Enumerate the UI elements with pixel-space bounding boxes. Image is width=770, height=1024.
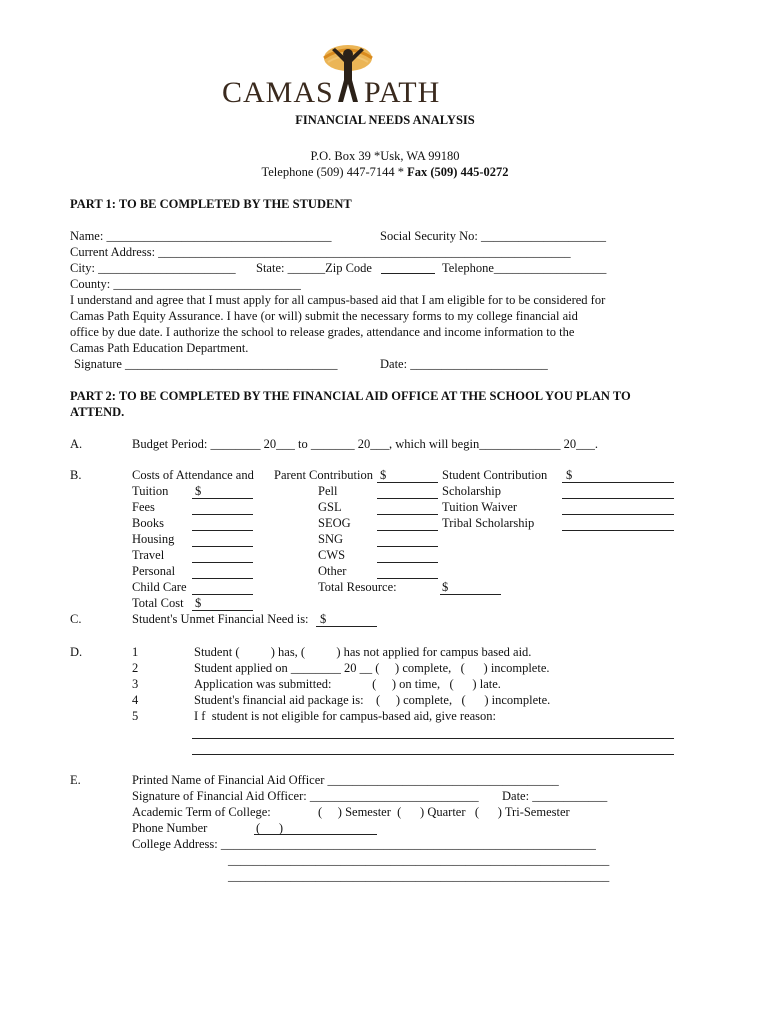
section-c-label: C. (70, 612, 82, 626)
section-e-label: E. (70, 773, 81, 787)
form-title: FINANCIAL NEEDS ANALYSIS (295, 113, 475, 127)
d-item-submitted[interactable]: Application was submitted: ( ) on time, ( ) late. (194, 677, 501, 691)
d-number-3: 3 (132, 677, 139, 691)
cost-housing-label: Housing (132, 532, 175, 546)
tribal-scholarship-input-line[interactable] (562, 530, 674, 531)
parent-contribution-title: Parent Contribution (274, 468, 373, 482)
phone-number-label: Phone Number (132, 821, 208, 835)
tuition-dollar: $ (195, 484, 202, 498)
d-number-1: 1 (132, 645, 139, 659)
agreement-line-1: I understand and agree that I must apply for all campus-based aid that I am eligible for to be considered for (70, 293, 606, 307)
phone-area-code[interactable]: ( ) (256, 821, 284, 835)
tuition-waiver-input-line[interactable] (562, 514, 674, 515)
sng-input-line[interactable] (377, 546, 438, 547)
camas-path-logo (222, 40, 472, 112)
total-cost-dollar: $ (195, 596, 202, 610)
part1-heading: PART 1: TO BE COMPLETED BY THE STUDENT (70, 197, 352, 211)
cost-fees-label: Fees (132, 500, 155, 514)
student-tribal-scholarship-label: Tribal Scholarship (442, 516, 535, 530)
unmet-need-dollar: $ (320, 612, 327, 626)
gsl-input-line[interactable] (377, 514, 438, 515)
zip-code-line[interactable] (381, 273, 435, 274)
student-contribution-title: Student Contribution (442, 468, 548, 482)
cost-travel-label: Travel (132, 548, 165, 562)
section-b-label: B. (70, 468, 82, 482)
d-item-applied-date[interactable]: Student applied on ________ 20 __ ( ) complete, ( ) incomplete. (194, 661, 550, 675)
contact-line (0, 166, 770, 179)
childcare-input-line[interactable] (192, 594, 253, 595)
name-field[interactable]: Name: ____________________________________ (70, 229, 332, 243)
costs-title: Costs of Attendance and (132, 468, 254, 482)
student-tuition-waiver-label: Tuition Waiver (442, 500, 518, 514)
section-a-label: A. (70, 437, 83, 451)
logo-text-right: PATH (364, 76, 441, 109)
county-field[interactable]: County: ______________________________ (70, 277, 301, 291)
agreement-line-4: Camas Path Education Department. (70, 341, 249, 355)
academic-term-label: Academic Term of College: (132, 805, 271, 819)
pell-input-line[interactable] (377, 498, 438, 499)
seog-input-line[interactable] (377, 530, 438, 531)
parent-seog-label: SEOG (318, 516, 351, 530)
academic-term-options[interactable]: ( ) Semester ( ) Quarter ( ) Tri-Semester (318, 805, 570, 819)
state-zip-field[interactable]: State: ______Zip Code (256, 261, 372, 275)
reason-input-line-2[interactable] (192, 754, 674, 755)
date-field[interactable]: Date: ______________________ (380, 357, 548, 371)
current-address-field[interactable]: Current Address: __________________________________________________________________ (70, 245, 571, 259)
telephone-field[interactable]: Telephone__________________ (442, 261, 607, 275)
d-item-package[interactable]: Student's financial aid package is: ( ) complete, ( ) incomplete. (194, 693, 551, 707)
cost-personal-label: Personal (132, 564, 176, 578)
agreement-line-2: Camas Path Equity Assurance. I have (or will) submit the necessary forms to my college financial aid (70, 309, 578, 323)
phone-input-line[interactable] (254, 834, 377, 835)
signature-field[interactable]: Signature __________________________________ (74, 357, 338, 371)
total-resource-input-line[interactable] (440, 594, 501, 595)
officer-date-field[interactable]: Date: ____________ (502, 789, 608, 803)
city-field[interactable]: City: ______________________ (70, 261, 236, 275)
reason-input-line-1[interactable] (192, 738, 674, 739)
ssn-field[interactable]: Social Security No: ____________________ (380, 229, 607, 243)
total-cost-input-line[interactable] (192, 610, 253, 611)
cws-input-line[interactable] (377, 562, 438, 563)
college-address-field[interactable]: College Address: ____________________________________________________________ (132, 837, 596, 851)
parent-pell-label: Pell (318, 484, 338, 498)
student-contribution-line[interactable] (562, 482, 674, 483)
budget-period-field[interactable]: Budget Period: ________ 20___ to _______ 20___, which will begin_____________ 20___. (132, 437, 598, 451)
student-dollar: $ (566, 468, 573, 482)
part2-heading-line-2: ATTEND. (70, 405, 125, 419)
college-address-line-3[interactable]: _____________________________________________________________ (228, 869, 610, 883)
officer-name-field[interactable]: Printed Name of Financial Aid Officer _____________________________________ (132, 773, 559, 787)
d-number-2: 2 (132, 661, 139, 675)
logo-text-left: CAMAS (222, 76, 334, 109)
fax-text: Fax (509) 445-0272 (407, 165, 509, 179)
officer-signature-field[interactable]: Signature of Financial Aid Officer: ___________________________ (132, 789, 479, 803)
d-item-applied-status[interactable]: Student ( ) has, ( ) has not applied for campus based aid. (194, 645, 532, 659)
cost-tuition-label: Tuition (132, 484, 169, 498)
fees-input-line[interactable] (192, 514, 253, 515)
part2-heading-line-1: PART 2: TO BE COMPLETED BY THE FINANCIAL AID OFFICE AT THE SCHOOL YOU PLAN TO (70, 389, 631, 403)
books-input-line[interactable] (192, 530, 253, 531)
student-scholarship-label: Scholarship (442, 484, 502, 498)
d-number-4: 4 (132, 693, 139, 707)
unmet-need-input-line[interactable] (316, 626, 377, 627)
unmet-need-label: Student's Unmet Financial Need is: (132, 612, 309, 626)
d-item-reason: I f student is not eligible for campus-based aid, give reason: (194, 709, 497, 723)
other-input-line[interactable] (377, 578, 438, 579)
total-resource-dollar: $ (442, 580, 449, 594)
college-address-line-2[interactable]: _____________________________________________________________ (228, 853, 610, 867)
cost-childcare-label: Child Care (132, 580, 187, 594)
parent-gsl-label: GSL (318, 500, 342, 514)
mailing-address: P.O. Box 39 *Usk, WA 99180 (310, 149, 460, 163)
total-resource-label: Total Resource: (318, 580, 397, 594)
telephone-text: Telephone (509) 447-7144 * (261, 165, 408, 179)
cost-total-label: Total Cost (132, 596, 184, 610)
parent-cws-label: CWS (318, 548, 346, 562)
section-d-label: D. (70, 645, 83, 659)
tuition-input-line[interactable] (192, 498, 253, 499)
travel-input-line[interactable] (192, 562, 253, 563)
parent-sng-label: SNG (318, 532, 344, 546)
personal-input-line[interactable] (192, 578, 253, 579)
d-number-5: 5 (132, 709, 139, 723)
scholarship-input-line[interactable] (562, 498, 674, 499)
cost-books-label: Books (132, 516, 164, 530)
parent-other-label: Other (318, 564, 347, 578)
parent-contribution-line[interactable] (377, 482, 438, 483)
agreement-line-3: office by due date. I authorize the school to release grades, attendance and income information to the (70, 325, 575, 339)
parent-dollar: $ (380, 468, 387, 482)
housing-input-line[interactable] (192, 546, 253, 547)
